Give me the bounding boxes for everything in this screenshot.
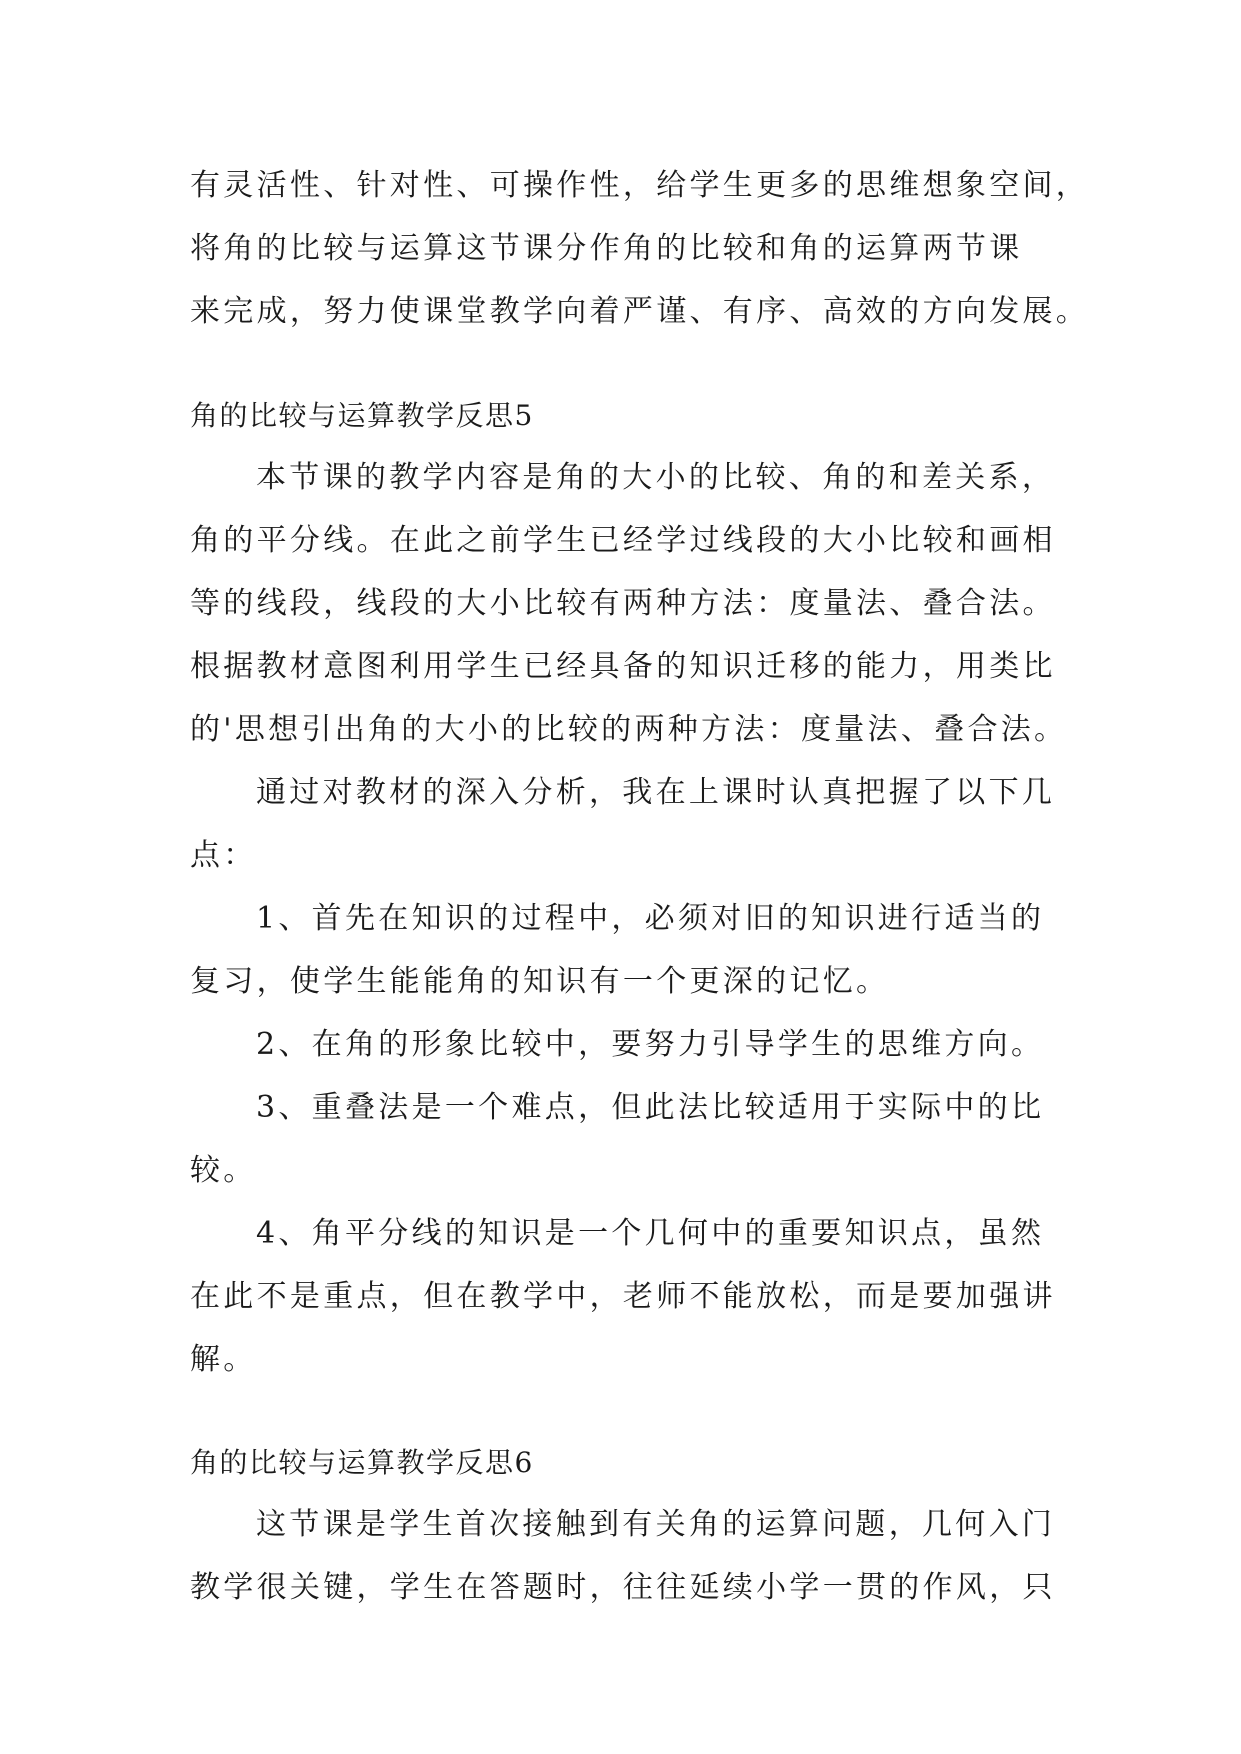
body-text-line: 有灵活性、针对性、可操作性，给学生更多的思维想象空间， bbox=[190, 168, 1090, 203]
list-item-line: 4、角平分线的知识是一个几何中的重要知识点，虽然 bbox=[256, 1216, 1045, 1251]
list-item-line: 3、重叠法是一个难点，但此法比较适用于实际中的比 bbox=[256, 1090, 1045, 1125]
list-item-line: 较。 bbox=[190, 1153, 257, 1188]
list-item-line: 在此不是重点，但在教学中，老师不能放松，而是要加强讲 bbox=[190, 1279, 1056, 1314]
body-text-line: 等的线段，线段的大小比较有两种方法：度量法、叠合法。 bbox=[190, 586, 1056, 621]
list-item-line: 复习，使学生能能角的知识有一个更深的记忆。 bbox=[190, 964, 890, 999]
body-text-line: 来完成，努力使课堂教学向着严谨、有序、高效的方向发展。 bbox=[190, 294, 1090, 329]
body-text-line: 将角的比较与运算这节课分作角的比较和角的运算两节课 bbox=[190, 231, 1023, 266]
list-item-line: 2、在角的形象比较中，要努力引导学生的思维方向。 bbox=[256, 1027, 1045, 1062]
body-text-line: 根据教材意图利用学生已经具备的知识迁移的能力，用类比 bbox=[190, 649, 1056, 684]
section-heading: 角的比较与运算教学反思6 bbox=[190, 1446, 534, 1479]
body-text-line: 本节课的教学内容是角的大小的比较、角的和差关系， bbox=[256, 460, 1056, 495]
list-item-line: 解。 bbox=[190, 1342, 257, 1377]
body-text-line: 教学很关键，学生在答题时，往往延续小学一贯的作风，只 bbox=[190, 1570, 1056, 1605]
body-text-line: 角的平分线。在此之前学生已经学过线段的大小比较和画相 bbox=[190, 523, 1056, 558]
list-item-line: 1、首先在知识的过程中，必须对旧的知识进行适当的 bbox=[256, 901, 1045, 936]
body-text-line: 这节课是学生首次接触到有关角的运算问题，几何入门 bbox=[256, 1507, 1056, 1542]
section-heading: 角的比较与运算教学反思5 bbox=[190, 399, 534, 432]
body-text-line: 通过对教材的深入分析，我在上课时认真把握了以下几 bbox=[256, 775, 1056, 810]
body-text-line: 的'思想引出角的大小的比较的两种方法：度量法、叠合法。 bbox=[190, 712, 1068, 747]
body-text-line: 点： bbox=[190, 838, 257, 873]
